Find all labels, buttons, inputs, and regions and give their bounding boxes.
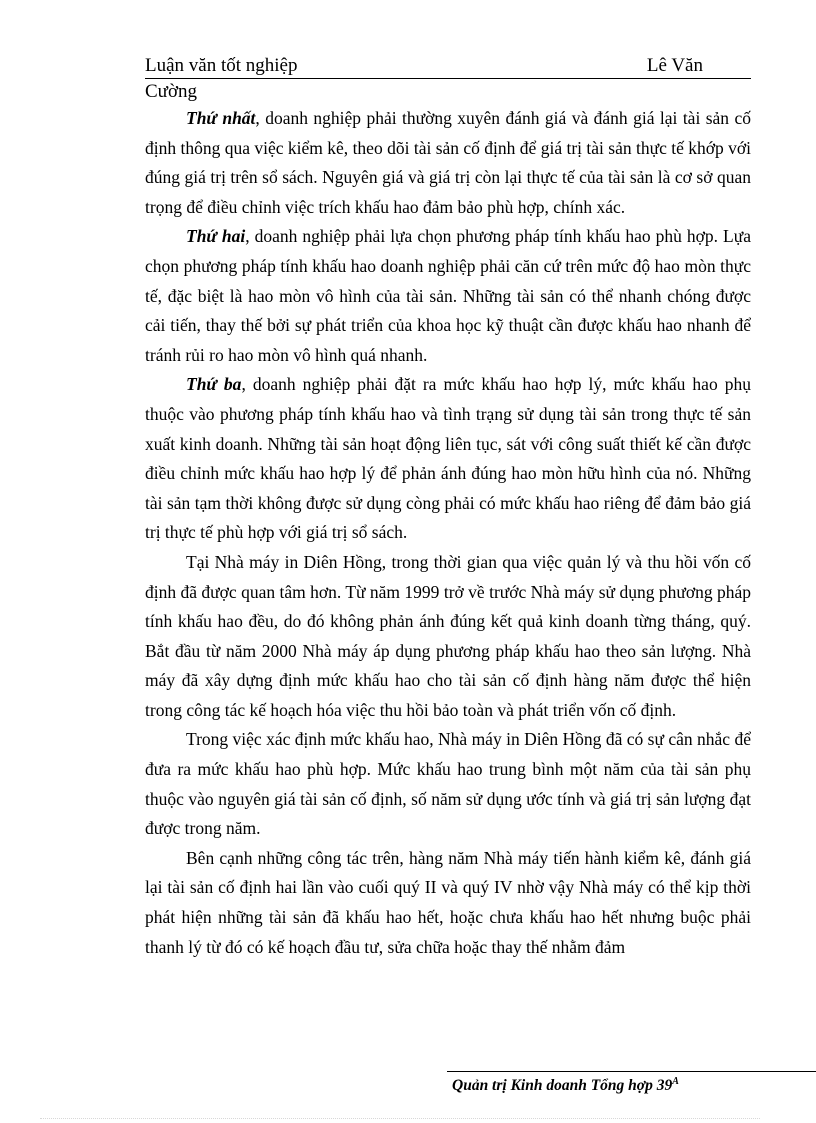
- paragraph-thu-hai: [145, 222, 751, 370]
- footer-rule: [447, 1071, 816, 1072]
- footer-superscript: A: [672, 1075, 679, 1087]
- page-header: [145, 54, 751, 79]
- page-footer: [452, 1075, 679, 1097]
- paragraph-text: Bên cạnh những công tác trên, hàng năm Nhà máy tiến hành kiểm kê, đánh giá lại tài sản cố định hai lần vào cuối quý II và quý IV nhờ vậy Nhà máy có thể kịp thời phát hiện những tài sản đã khấu hao hết, hoặc chưa khấu hao hết nhưng buộc phải thanh lý từ đó có kế hoạch đầu tư, sửa chữa hoặc thay thế nhằm đảm: [145, 847, 751, 957]
- paragraph-thu-ba: [145, 370, 751, 548]
- paragraph-text: , doanh nghiệp phải lựa chọn phương pháp tính khấu hao phù hợp. Lựa chọn phương pháp tính khấu hao doanh nghiệp phải căn cứ trên mức độ hao mòn thực tế, đặc biệt là hao mòn vô hình của tài sản. Những tài sản có thể nhanh chóng được cải tiến, thay thế bởi sự phát triển của khoa học kỹ thuật cần được khấu hao nhanh để tránh rủi ro hao mòn vô hình quá nhanh.: [145, 226, 751, 365]
- paragraph-text: Trong việc xác định mức khấu hao, Nhà máy in Diên Hồng đã có sự cân nhắc để đưa ra mức khấu hao phù hợp. Mức khấu hao trung bình một năm của tài sản phụ thuộc vào nguyên giá tài sản cố định, số năm sử dụng ước tính và giá trị sản lượng đạt được trong năm.: [145, 729, 751, 839]
- paragraph-text: , doanh nghiệp phải thường xuyên đánh giá và đánh giá lại tài sản cố định thông qua việc kiểm kê, theo dõi tài sản cố định để giá trị tài sản thực tế khớp với đúng giá trị trên sổ sách. Nguyên giá và giá trị còn lại thực tế của tài sản là cơ sở quan trọng để điều chỉnh việc trích khấu hao đảm bảo phù hợp, chính xác.: [145, 108, 752, 217]
- paragraph-lead: Thứ nhất: [186, 108, 256, 128]
- paragraph-text: Tại Nhà máy in Diên Hồng, trong thời gian qua việc quản lý và thu hồi vốn cố định đã được quan tâm hơn. Từ năm 1999 trở về trước Nhà máy sử dụng phương pháp tính khấu hao đều, do đó không phản ánh đúng kết quả kinh doanh từng tháng, quý. Bắt đầu từ năm 2000 Nhà máy áp dụng phương pháp khấu hao theo sản lượng. Nhà máy đã xây dựng định mức khấu hao cho tài sản cố định hàng năm được thể hiện trong công tác kế hoạch hóa việc thu hồi bảo toàn và phát triển vốn cố định.: [145, 551, 751, 720]
- paragraph-dien-hong: [145, 548, 751, 726]
- paragraph-thu-nhat: [145, 104, 751, 222]
- paragraph-text: , doanh nghiệp phải đặt ra mức khấu hao hợp lý, mức khấu hao phụ thuộc vào phương pháp tính khấu hao và tình trạng sử dụng tài sản trong thực tế sản xuất kinh doanh. Những tài sản hoạt động liên tục, sát với công suất thiết kế cần được điều chỉnh mức khấu hao hợp lý để phản ánh đúng hao mòn hữu hình của nó. Những tài sản tạm thời không được sử dụng còng phải có mức khấu hao riêng để đảm bảo giá trị thực tế phù hợp với giá trị sổ sách.: [145, 374, 751, 543]
- footer-text: Quản trị Kinh doanh Tổng hợp 39: [452, 1077, 673, 1094]
- header-title: Luận văn tốt nghiệp: [145, 55, 298, 76]
- paragraph-lead: Thứ ba: [186, 374, 242, 395]
- header-author: Lê Văn: [646, 55, 703, 76]
- header-author-continuation: Cường: [145, 81, 198, 102]
- body-text: [145, 104, 751, 962]
- paragraph-kiem-ke: [145, 844, 751, 962]
- paragraph-muc-khau-hao: [145, 725, 751, 843]
- page-edge-divider: [40, 1118, 760, 1119]
- paragraph-lead: Thứ hai: [186, 226, 246, 247]
